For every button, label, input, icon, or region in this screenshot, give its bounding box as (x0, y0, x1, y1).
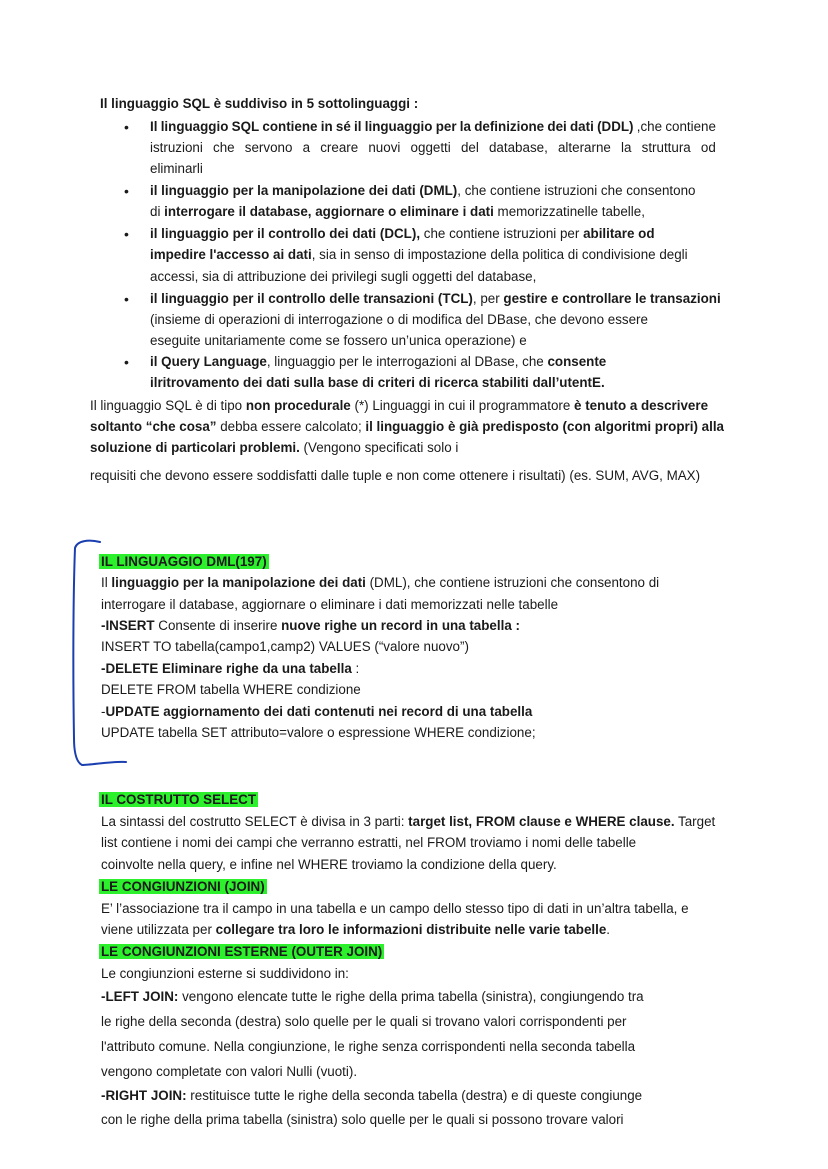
outer-line: -RIGHT JOIN: restituisce tutte le righe della seconda tabella (destra) e di queste congiunge (101, 1088, 643, 1103)
bullet-line: il linguaggio per il controllo delle transazioni (TCL), per gestire e controllare le transazioni (150, 291, 721, 306)
bullet-line: accessi, sia di attribuzione dei privilegi sugli oggetti del database, (150, 269, 537, 284)
bullet-line: istruzioni che servono a creare nuovi oggetti del database, alterarne la struttura od (150, 140, 716, 155)
dml-line: INSERT TO tabella(campo1,camp2) VALUES (“valore nuovo”) (101, 639, 469, 654)
section-heading: IL LINGUAGGIO DML(197) (101, 554, 267, 569)
bullet-line: eseguite unitariamente come se fossero un’unica operazione) e (150, 333, 527, 348)
section-heading: LE CONGIUNZIONI (JOIN) (101, 879, 265, 894)
bullet-icon: • (124, 354, 129, 370)
outer-line: Le congiunzioni esterne si suddividono in: (101, 966, 349, 981)
dml-line: DELETE FROM tabella WHERE condizione (101, 682, 361, 697)
outer-line: le righe della seconda (destra) solo quelle per le quali si trovano valori corrispondenti per (101, 1014, 627, 1029)
para-line: requisiti che devono essere soddisfatti dalle tuple e non come ottenere i risultati) (es. SUM, AVG, MAX) (90, 468, 701, 483)
bullet-line: impedire l'accesso ai dati, sia in senso di impostazione della politica di condivisione degli (150, 247, 688, 262)
bullet-icon: • (124, 183, 129, 199)
join-line: E’ l’associazione tra il campo in una tabella e un campo dello stesso tipo di dati in un’altra tabella, e (101, 901, 689, 916)
select-line: La sintassi del costrutto SELECT è divisa in 3 parti: target list, FROM clause e WHERE clause. Target (101, 814, 716, 829)
join-line: viene utilizzata per collegare tra loro le informazioni distribuite nelle varie tabelle. (101, 922, 611, 937)
select-line: list contiene i nomi dei campi che verranno estratti, nel FROM troviamo i nomi delle tabelle (101, 835, 637, 850)
section-heading: LE CONGIUNZIONI ESTERNE (OUTER JOIN) (101, 944, 383, 959)
dml-line: -DELETE Eliminare righe da una tabella : (101, 661, 360, 676)
bullet-line: il linguaggio per il controllo dei dati (DCL), che contiene istruzioni per abilitare od (150, 226, 655, 241)
dml-line: -UPDATE aggiornamento dei dati contenuti nei record di una tabella (101, 704, 533, 719)
bullet-line: il Query Language, linguaggio per le interrogazioni al DBase, che consente (150, 354, 607, 369)
outer-line: l'attributo comune. Nella congiunzione, le righe senza corrispondenti nella seconda tabella (101, 1039, 636, 1054)
outer-line: con le righe della prima tabella (sinistra) solo quelle per le quali si possono trovare valori (101, 1112, 624, 1127)
bullet-line: ilritrovamento dei dati sulla base di criteri di ricerca stabiliti dall’utentE. (150, 375, 605, 390)
para-line: Il linguaggio SQL è di tipo non procedurale (*) Linguaggi in cui il programmatore è tenuto a descrivere (90, 398, 709, 413)
bullet-line: Il linguaggio SQL contiene in sé il linguaggio per la definizione dei dati (DDL) ,che contiene (150, 119, 716, 134)
dml-line: interrogare il database, aggiornare o eliminare i dati memorizzati nelle tabelle (101, 597, 559, 612)
bullet-line: il linguaggio per la manipolazione dei dati (DML), che contiene istruzioni che consentono (150, 183, 696, 198)
bullet-icon: • (124, 119, 129, 135)
dml-line: Il linguaggio per la manipolazione dei dati (DML), che contiene istruzioni che consentono di (101, 575, 660, 590)
bullet-icon: • (124, 226, 129, 242)
intro-title: Il linguaggio SQL è suddiviso in 5 sottolinguaggi : (100, 96, 419, 111)
para-line: soluzione di particolari problemi. (Vengono specificati solo i (90, 440, 459, 455)
bullet-icon: • (124, 291, 129, 307)
select-line: coinvolte nella query, e infine nel WHERE troviamo la condizione della query. (101, 857, 557, 872)
outer-line: vengono completate con valori Nulli (vuoti). (101, 1064, 358, 1079)
dml-line: -INSERT Consente di inserire nuove righe un record in una tabella : (101, 618, 520, 633)
outer-line: -LEFT JOIN: vengono elencate tutte le righe della prima tabella (sinistra), congiungendo tra (101, 989, 644, 1004)
bullet-line: di interrogare il database, aggiornare o eliminare i dati memorizzatinelle tabelle, (150, 204, 645, 219)
para-line: soltanto “che cosa” debba essere calcolato; il linguaggio è già predisposto (con algoritmi propri) alla (90, 419, 724, 434)
dml-line: UPDATE tabella SET attributo=valore o espressione WHERE condizione; (101, 725, 536, 740)
bullet-line: eliminarli (150, 161, 203, 176)
section-heading: IL COSTRUTTO SELECT (101, 792, 256, 807)
bullet-line: (insieme di operazioni di interrogazione o di modifica del DBase, che devono essere (150, 312, 648, 327)
